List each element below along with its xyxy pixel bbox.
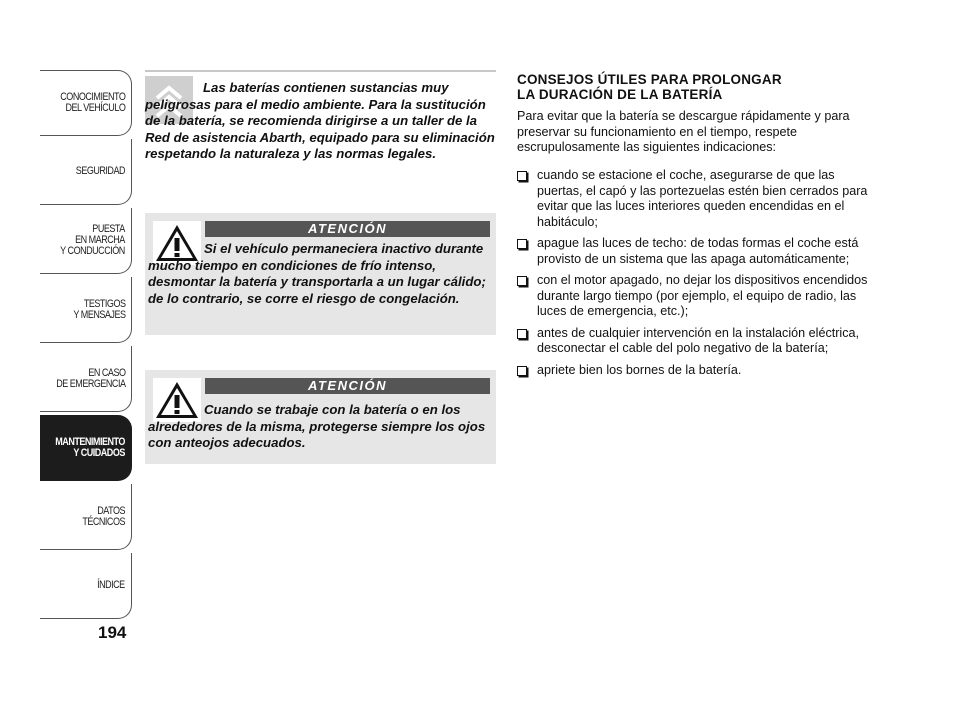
- environment-note: [145, 70, 496, 180]
- tab-en-caso-de-emergencia[interactable]: [40, 346, 132, 412]
- heading-line-2: LA DURACIÓN DE LA BATERÍA: [517, 87, 723, 102]
- battery-tips: [517, 72, 877, 384]
- warning-text: Cuando se trabaje con la batería o en los alrededores de la misma, protegerse siempre los ojos con anteojos adecuados.: [148, 402, 486, 450]
- tab-label: ÍNDICE: [97, 579, 125, 591]
- tab-label: PUESTA EN MARCHA Y CONDUCCIÓN: [60, 223, 125, 257]
- tab-seguridad[interactable]: [40, 139, 132, 205]
- environment-note-text: Las baterías contienen sustancias muy peligrosas para el medio ambiente. Para la sustitución de la batería, se recomienda dirigirse a un taller de la Red de asistencia Abarth, equipado para su eliminación respetando la naturaleza y las normas legales.: [145, 80, 495, 161]
- checkbox-bullet-icon: [517, 366, 527, 376]
- tab-label: EN CASO DE EMERGENCIA: [55, 366, 125, 390]
- tab-label: SEGURIDAD: [75, 165, 125, 177]
- list-item: [517, 273, 877, 320]
- list-item: [517, 326, 877, 357]
- warning-title: ATENCIÓN: [205, 221, 490, 237]
- tab-datos-tecnicos[interactable]: [40, 484, 132, 550]
- divider: [145, 70, 496, 72]
- section-heading: [517, 72, 877, 102]
- list-item: [517, 236, 877, 267]
- page-number: 194: [98, 623, 127, 642]
- checkbox-bullet-icon: [517, 171, 527, 181]
- tab-testigos-y-mensajes[interactable]: [40, 277, 132, 343]
- checkbox-bullet-icon: [517, 276, 527, 286]
- tab-label: TESTIGOS Y MENSAJES: [72, 297, 125, 321]
- list-item: [517, 168, 877, 230]
- intro-text: Para evitar que la batería se descargue rápidamente y para preservar su funcionamiento en el tiempo, respete escrupulosamente las siguientes indicaciones:: [517, 109, 850, 154]
- tab-label: DATOS TÉCNICOS: [82, 504, 125, 528]
- list-item-text: con el motor apagado, no dejar los dispositivos encendidos durante largo tiempo (por ejemplo, el equipo de radio, las luces de emergencia, etc.);: [537, 273, 868, 319]
- tab-mantenimiento-y-cuidados[interactable]: [40, 415, 132, 481]
- tips-list: [517, 168, 877, 378]
- tab-conocimiento-del-vehiculo[interactable]: [40, 70, 132, 136]
- heading-line-1: CONSEJOS ÚTILES PARA PROLONGAR: [517, 72, 782, 87]
- warning-title: ATENCIÓN: [205, 378, 490, 394]
- list-item-text: apague las luces de techo: de todas formas el coche está provisto de un sistema que las apaga automáticamente;: [537, 236, 859, 266]
- tab-label: MANTENIMIENTO Y CUIDADOS: [55, 435, 125, 459]
- list-item-text: cuando se estacione el coche, asegurarse de que las puertas, el capó y las portezuelas estén bien cerrados para evitar que las luces interiores queden encendidas en el habitáculo;: [537, 168, 868, 229]
- tab-label: CONOCIMIENTO DEL VEHÍCULO: [59, 91, 125, 114]
- checkbox-bullet-icon: [517, 239, 527, 249]
- tab-puesta-en-marcha[interactable]: [40, 208, 132, 274]
- list-item-text: apriete bien los bornes de la batería.: [537, 362, 742, 377]
- list-item-text: antes de cualquier intervención en la instalación eléctrica, desconectar el cable del polo negativo de la batería;: [537, 325, 860, 356]
- warning-box-eye-protection: [145, 370, 496, 464]
- checkbox-bullet-icon: [517, 329, 527, 339]
- warning-box-freezing: [145, 213, 496, 335]
- warning-text: Si el vehículo permaneciera inactivo durante mucho tiempo en condiciones de frío intenso, desmontar la batería y transportarla a un lugar cálido; de lo contrario, se corre el riesgo de congelación.: [148, 241, 486, 306]
- tab-indice[interactable]: [40, 553, 132, 619]
- list-item: [517, 363, 877, 379]
